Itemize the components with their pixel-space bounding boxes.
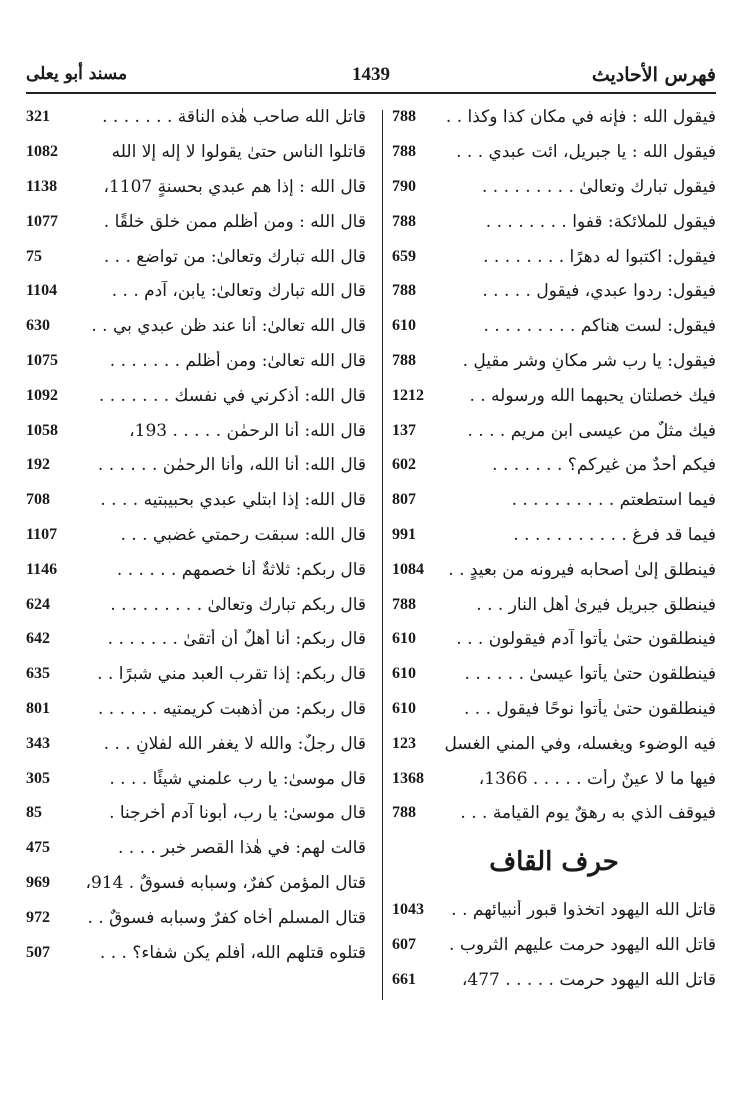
index-entry: [392, 552, 716, 587]
index-entry: [26, 413, 366, 448]
entry-reference: 1107: [26, 525, 58, 543]
page-header: [26, 58, 716, 92]
index-entry: [26, 552, 366, 587]
index-entry: [26, 448, 366, 483]
entry-text: فيقول: لست هناكم . . . . . . . . .: [483, 316, 716, 337]
index-entry: [26, 518, 366, 553]
entry-reference: 642: [26, 630, 50, 648]
entry-text: فينطلقون حتىٰ يأتوا نوحًا فيقول . . .: [463, 698, 716, 719]
entry-reference: 635: [26, 665, 50, 683]
index-title: فهرس الأحاديث: [591, 64, 716, 86]
entry-reference: 475: [26, 839, 50, 857]
entry-reference: 801: [26, 699, 50, 717]
entry-text: فينطلقون حتىٰ يأتوا آدم فيقولون . . .: [456, 629, 716, 650]
index-entry: [392, 344, 716, 379]
right-column: [392, 100, 716, 997]
index-entry: [392, 204, 716, 239]
entry-text: قال الله: أنا الرحمٰن . . . . . 193،: [129, 420, 366, 441]
index-entry: [392, 239, 716, 274]
entry-text: قال ربكم تبارك وتعالىٰ . . . . . . . . .: [110, 594, 366, 615]
entry-reference: 788: [392, 351, 416, 369]
index-entry: [392, 962, 716, 997]
entry-reference: 321: [26, 108, 50, 126]
entry-text: فيها ما لا عينٌ رأت . . . . . 1366،: [478, 768, 716, 789]
entry-text: فينطلق جبريل فيرىٰ أهل النار . . .: [476, 594, 716, 615]
index-entry: [26, 866, 366, 901]
entry-reference: 969: [26, 873, 50, 891]
left-column: [26, 100, 366, 970]
entry-text: فيكم أحدٌ من غيركم؟ . . . . . . .: [492, 455, 716, 476]
entry-text: فينطلق إلىٰ أصحابه فيرونه من بعيدٍ . .: [448, 559, 716, 580]
entry-reference: 807: [392, 491, 416, 509]
index-entry: [26, 344, 366, 379]
index-entry: [26, 796, 366, 831]
right-column-bottom: [392, 893, 716, 997]
entry-text: فيقول: ردوا عبدي، فيقول . . . . .: [482, 281, 716, 302]
entry-text: فيه الوضوء ويغسله، وفي المني الغسل: [444, 733, 716, 754]
entry-reference: 1077: [26, 212, 58, 230]
entry-reference: 1104: [26, 282, 58, 300]
index-entry: [26, 935, 366, 970]
entry-reference: 192: [26, 456, 50, 474]
page-number: 1439: [352, 64, 390, 85]
entry-reference: 1212: [392, 386, 424, 404]
entry-reference: 607: [392, 935, 416, 953]
entry-text: قال ربكم: أنا أهلٌ أن أتقىٰ . . . . . . .: [107, 629, 366, 650]
section-heading: حرف القاف: [489, 846, 619, 877]
entry-reference: 788: [392, 143, 416, 161]
entry-reference: 788: [392, 804, 416, 822]
entry-reference: 661: [392, 970, 416, 988]
index-entry: [26, 622, 366, 657]
entry-text: قاتلوا الناس حتىٰ يقولوا لا إله إلا الله: [111, 142, 366, 163]
entry-reference: 610: [392, 630, 416, 648]
entry-text: فيقول للملائكة: قفوا . . . . . . . .: [485, 211, 716, 232]
index-entry: [26, 831, 366, 866]
entry-reference: 85: [26, 804, 42, 822]
entry-text: فينطلقون حتىٰ يأتوا عيسىٰ . . . . . .: [464, 664, 716, 685]
entry-reference: 137: [392, 421, 416, 439]
index-entry: [392, 378, 716, 413]
entry-reference: 1075: [26, 351, 58, 369]
entry-text: قال الله: إذا ابتلي عبدي بحبيبتيه . . . .: [100, 490, 366, 511]
index-entry: [392, 135, 716, 170]
index-entry: [26, 761, 366, 796]
index-entry: [392, 796, 716, 831]
entry-text: قال الله : ومن أظلم ممن خلق خلقًا .: [103, 211, 366, 232]
header-rule: [26, 92, 716, 94]
index-entry: [392, 448, 716, 483]
entry-reference: 972: [26, 908, 50, 926]
entry-reference: 659: [392, 247, 416, 265]
entry-text: فيما استطعتم . . . . . . . . . .: [511, 490, 716, 511]
entry-text: فيما قد فرغ . . . . . . . . . . .: [513, 524, 716, 545]
index-entry: [26, 309, 366, 344]
index-entry: [26, 900, 366, 935]
entry-reference: 610: [392, 699, 416, 717]
index-entry: [392, 518, 716, 553]
entry-text: فيقول الله : يا جبريل، ائت عبدي . . .: [456, 142, 716, 163]
entry-reference: 507: [26, 943, 50, 961]
entry-text: فيقول تبارك وتعالىٰ . . . . . . . . .: [482, 176, 716, 197]
entry-reference: 788: [392, 595, 416, 613]
entry-text: قاتل الله اليهود اتخذوا قبور أنبيائهم . .: [451, 900, 716, 921]
book-title: مسند أبو يعلى: [26, 64, 128, 84]
entry-reference: 610: [392, 317, 416, 335]
entry-text: قال الله: سبقت رحمتي غضبي . . .: [120, 524, 366, 545]
entry-text: قال ربكم: إذا تقرب العبد مني شبرًا . .: [97, 664, 366, 685]
index-entry: [392, 170, 716, 205]
entry-reference: 790: [392, 177, 416, 195]
entry-reference: 630: [26, 317, 50, 335]
index-entry: [26, 692, 366, 727]
entry-text: قتال المؤمن كفرٌ، وسبابه فسوقٌ . 914،: [85, 872, 366, 893]
entry-text: قال الله: أذكرني في نفسك . . . . . . .: [98, 385, 366, 406]
entry-text: فيقول الله : فإنه في مكان كذا وكذا . .: [445, 107, 716, 128]
index-entry: [392, 726, 716, 761]
index-entry: [26, 135, 366, 170]
index-entry: [26, 587, 366, 622]
entry-text: قتال المسلم أخاه كفرٌ وسبابه فسوقٌ . .: [87, 907, 366, 928]
column-divider: [382, 110, 383, 1000]
index-entry: [26, 100, 366, 135]
entry-text: قال رجلٌ: والله لا يغفر الله لفلانٍ . . .: [103, 733, 366, 754]
entry-text: قال الله تبارك وتعالىٰ: من تواضع . . .: [103, 246, 366, 267]
entry-text: قال ربكم: من أذهبت كريمتيه . . . . . .: [97, 698, 366, 719]
entry-reference: 788: [392, 108, 416, 126]
entry-text: قتلوه قتلهم الله، أفلم يكن شفاء؟ . . .: [99, 942, 366, 963]
entry-reference: 788: [392, 212, 416, 230]
entry-reference: 343: [26, 734, 50, 752]
entry-reference: 1084: [392, 560, 424, 578]
index-entry: [392, 274, 716, 309]
entry-text: قال الله : إذا هم عبدي بحسنةٍ 1107،: [103, 176, 366, 197]
index-entry: [392, 483, 716, 518]
entry-reference: 305: [26, 769, 50, 787]
entry-reference: 1146: [26, 560, 58, 578]
index-entry: [26, 378, 366, 413]
entry-text: قال موسىٰ: يا رب علمني شيئًا . . . .: [109, 768, 366, 789]
entry-text: فيقول: يا رب شر مكانٍ وشر مقيلٍ .: [462, 350, 716, 371]
entry-text: قال الله تعالىٰ: أنا عند ظن عبدي بي . .: [91, 316, 366, 337]
entry-text: فيقول: اكتبوا له دهرًا . . . . . . . .: [483, 246, 716, 267]
entry-text: قال ربكم: ثلاثةٌ أنا خصمهم . . . . . .: [116, 559, 366, 580]
index-entry: [26, 726, 366, 761]
index-entry: [26, 170, 366, 205]
index-entry: [392, 657, 716, 692]
index-entry: [26, 274, 366, 309]
entry-reference: 1082: [26, 143, 58, 161]
entry-reference: 788: [392, 282, 416, 300]
entry-text: قاتل الله صاحب هٰذه الناقة . . . . . . .: [102, 107, 366, 128]
index-entry: [392, 100, 716, 135]
entry-reference: 991: [392, 525, 416, 543]
entry-text: قال الله تبارك وتعالىٰ: يابن، آدم . . .: [111, 281, 366, 302]
entry-text: قاتل الله اليهود حرمت . . . . . 477،: [461, 969, 716, 990]
entry-reference: 123: [392, 734, 416, 752]
entry-text: فيك خصلتان يحبهما الله ورسوله . .: [469, 385, 716, 406]
entry-reference: 624: [26, 595, 50, 613]
index-entry: [26, 204, 366, 239]
index-entry: [392, 587, 716, 622]
index-entry: [26, 657, 366, 692]
index-entry: [392, 928, 716, 963]
index-entry: [392, 622, 716, 657]
index-entry: [392, 893, 716, 928]
entry-reference: 1058: [26, 421, 58, 439]
entry-reference: 708: [26, 491, 50, 509]
index-entry: [26, 483, 366, 518]
entry-reference: 610: [392, 665, 416, 683]
entry-text: قالت لهم: في هٰذا القصر خبر . . . .: [117, 838, 366, 859]
entry-reference: 1138: [26, 177, 58, 195]
index-entry: [392, 692, 716, 727]
entry-reference: 1092: [26, 386, 58, 404]
entry-text: قال الله تعالىٰ: ومن أظلم . . . . . . .: [109, 350, 366, 371]
index-entry: [26, 239, 366, 274]
entry-reference: 1368: [392, 769, 424, 787]
entry-text: فيوقف الذي به رهقٌ يوم القيامة . . .: [460, 803, 716, 824]
entry-reference: 1043: [392, 901, 424, 919]
entry-text: قال الله: أنا الله، وأنا الرحمٰن . . . . . .: [97, 455, 366, 476]
right-column-top: [392, 100, 716, 831]
entry-text: قال موسىٰ: يا رب، أبونا آدم أخرجنا .: [109, 803, 366, 824]
index-entry: [392, 309, 716, 344]
entry-reference: 602: [392, 456, 416, 474]
entry-text: قاتل الله اليهود حرمت عليهم الثروب .: [449, 934, 716, 955]
entry-text: فيك مثلٌ من عيسى ابن مريم . . . .: [467, 420, 716, 441]
index-entry: [392, 761, 716, 796]
entry-reference: 75: [26, 247, 42, 265]
index-entry: [392, 413, 716, 448]
